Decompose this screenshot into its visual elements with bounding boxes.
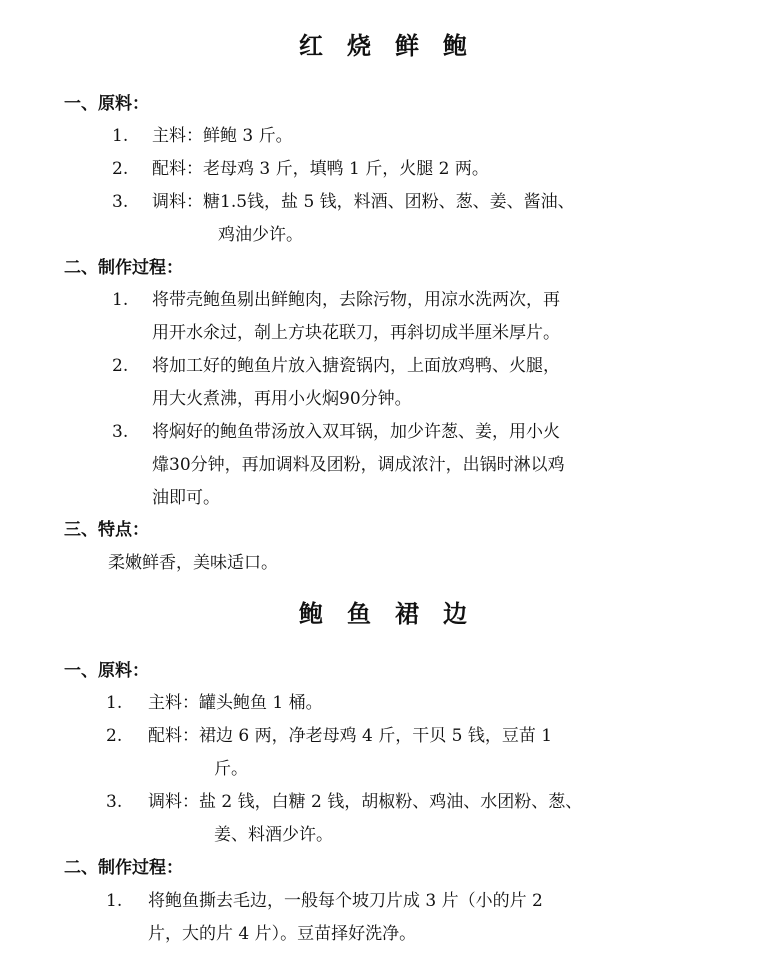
recipe1-item1-number: 1.	[112, 126, 129, 146]
recipe1-step1-number: 1.	[112, 290, 129, 310]
recipe1-section-process: 二、制作过程：	[64, 258, 183, 278]
recipe2-item3-number: 3.	[106, 792, 123, 812]
recipe1-section-ingredients: 一、原料：	[64, 94, 149, 114]
recipe1-item2-number: 2.	[112, 159, 129, 179]
recipe1-step2-line2: 用大火煮沸，再用小火焖90分钟。	[152, 389, 412, 409]
recipe1-item2-line1: 配料：老母鸡 3 斤，填鸭 1 斤，火腿 2 两。	[152, 159, 489, 179]
recipe2-step1-number: 1.	[106, 891, 123, 911]
recipe1-item1-line1: 主料：鲜鲍 3 斤。	[152, 126, 293, 146]
recipe2-title: 鲍鱼裙边	[299, 600, 491, 628]
recipe2-section-process: 二、制作过程：	[64, 858, 183, 878]
recipe1-feature-text: 柔嫩鲜香，美味适口。	[108, 553, 278, 573]
recipe1-step1-line1: 将带壳鲍鱼剔出鲜鲍肉，去除污物，用凉水洗两次，再	[152, 290, 560, 310]
recipe2-section-ingredients: 一、原料：	[64, 661, 149, 681]
recipe2-item1-number: 1.	[106, 693, 123, 713]
recipe2-step1-line1: 将鲍鱼撕去毛边，一般每个坡刀片成 3 片（小的片 2	[148, 891, 543, 911]
recipe1-step3-line1: 将焖好的鲍鱼带汤放入双耳锅，加少许葱、姜，用小火	[152, 422, 560, 442]
recipe2-item1-line1: 主料：罐头鲍鱼 1 桶。	[148, 693, 323, 713]
recipe1-item3-line2: 鸡油少许。	[218, 225, 303, 245]
recipe2-item3-line1: 调料：盐 2 钱，白糖 2 钱，胡椒粉、鸡油、水团粉、葱、	[148, 792, 583, 812]
recipe1-step3-line3: 油即可。	[152, 488, 220, 508]
recipe1-step3-number: 3.	[112, 422, 129, 442]
recipe2-item2-line1: 配料：裙边 6 两，净老母鸡 4 斤，干贝 5 钱，豆苗 1	[148, 726, 553, 746]
recipe2-item2-number: 2.	[106, 726, 123, 746]
recipe1-item3-number: 3.	[112, 192, 129, 212]
recipe1-step3-line2: 㸆30分钟，再加调料及团粉，调成浓汁，出锅时淋以鸡	[152, 455, 565, 475]
recipe2-item3-line2: 姜、料酒少许。	[214, 825, 333, 845]
recipe1-step2-line1: 将加工好的鲍鱼片放入搪瓷锅内，上面放鸡鸭、火腿，	[152, 356, 560, 376]
recipe2-item2-line2: 斤。	[214, 759, 248, 779]
recipe1-title: 红烧鲜鲍	[299, 32, 491, 60]
recipe1-item3-line1: 调料：糖1.5钱，盐 5 钱，料酒、团粉、葱、姜、酱油、	[152, 192, 575, 212]
recipe1-step2-number: 2.	[112, 356, 129, 376]
recipe2-step1-line2: 片，大的片 4 片）。豆苗择好洗净。	[148, 924, 417, 944]
recipe1-step1-line2: 用开水氽过，剞上方块花联刀，再斜切成半厘米厚片。	[152, 323, 560, 343]
recipe1-section-features: 三、特点：	[64, 520, 149, 540]
